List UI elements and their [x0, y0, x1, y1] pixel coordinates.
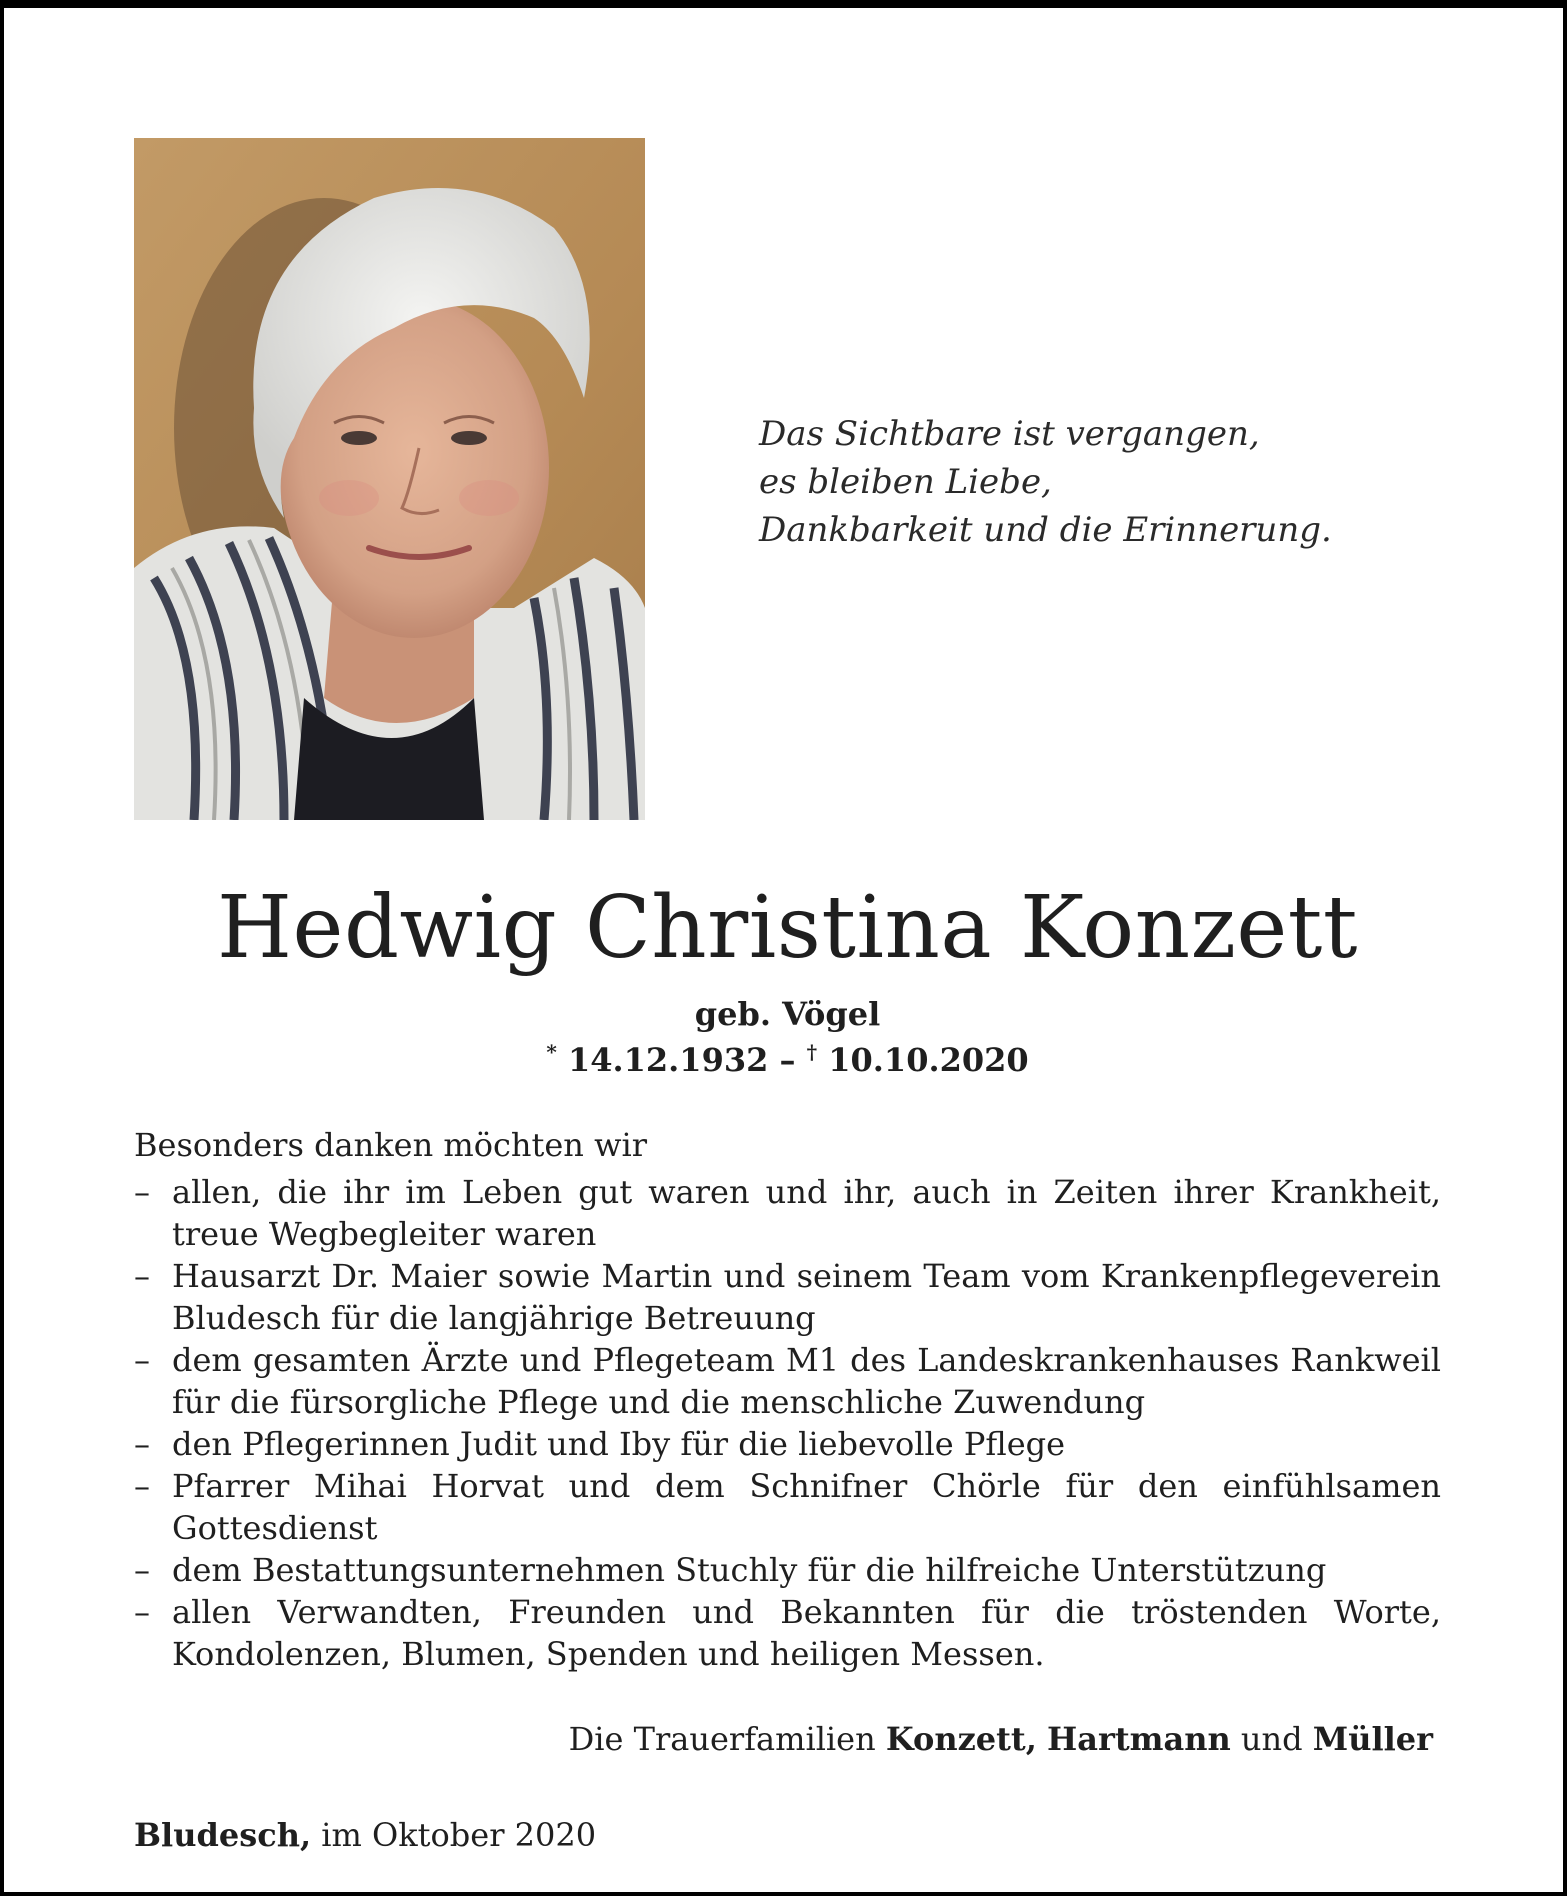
family-name-mueller: Müller [1312, 1720, 1433, 1758]
thanks-list [134, 1171, 1441, 1675]
death-date: 10.10.2020 [828, 1041, 1029, 1079]
mourning-families [569, 1718, 1433, 1760]
list-item: – allen, die ihr im Leben gut waren und ihr, auch in Zeiten ihrer Krankheit, treue Wegbegleiter waren [134, 1173, 1441, 1253]
birth-symbol: * [546, 1040, 557, 1064]
list-item: – Hausarzt Dr. Maier sowie Martin und seinem Team vom Krankenpflegeverein Bludesch für die langjährige Betreuung [134, 1257, 1441, 1337]
families-conjunction: und [1240, 1720, 1303, 1758]
list-item: – den Pflegerinnen Judit und Iby für die liebevolle Pflege [134, 1425, 1066, 1463]
family-name-konzett: Konzett, [885, 1720, 1037, 1758]
place-and-date [134, 1814, 596, 1856]
poem-line-1: Das Sichtbare ist vergangen, [759, 414, 1260, 454]
birth-date: 14.12.1932 [567, 1041, 769, 1079]
place-name: Bludesch, [134, 1816, 312, 1854]
families-prefix: Die Trauerfamilien [568, 1720, 876, 1758]
death-symbol: † [806, 1040, 818, 1064]
family-name-hartmann: Hartmann [1047, 1720, 1231, 1758]
list-item: – Pfarrer Mihai Horvat und dem Schnifner Chörle für den einfühlsamen Gottesdienst [134, 1467, 1441, 1547]
memorial-poem [759, 410, 1459, 554]
poem-line-3: Dankbarkeit und die Erinnerung. [759, 510, 1332, 550]
deceased-name: Hedwig Christina Konzett [217, 878, 1358, 978]
thanks-intro: Besonders danken möchten wir [134, 1126, 647, 1164]
life-dates [134, 1038, 1441, 1082]
list-item: – dem Bestattungsunternehmen Stuchly für die hilfreiche Unterstützung [134, 1551, 1327, 1589]
list-item: – allen Verwandten, Freunden und Bekannten für die tröstenden Worte, Kondolenzen, Blumen, Spenden und heiligen Messen. [134, 1593, 1441, 1673]
poem-line-2: es bleiben Liebe, [759, 462, 1052, 502]
date-text: im Oktober 2020 [321, 1816, 597, 1854]
date-separator: – [779, 1041, 796, 1079]
portrait-photo [134, 138, 645, 820]
maiden-name: geb. Vögel [694, 995, 881, 1033]
list-item: – dem gesamten Ärzte und Pflegeteam M1 des Landeskrankenhauses Rankweil für die fürsorgliche Pflege und die menschliche Zuwendung [134, 1341, 1441, 1421]
